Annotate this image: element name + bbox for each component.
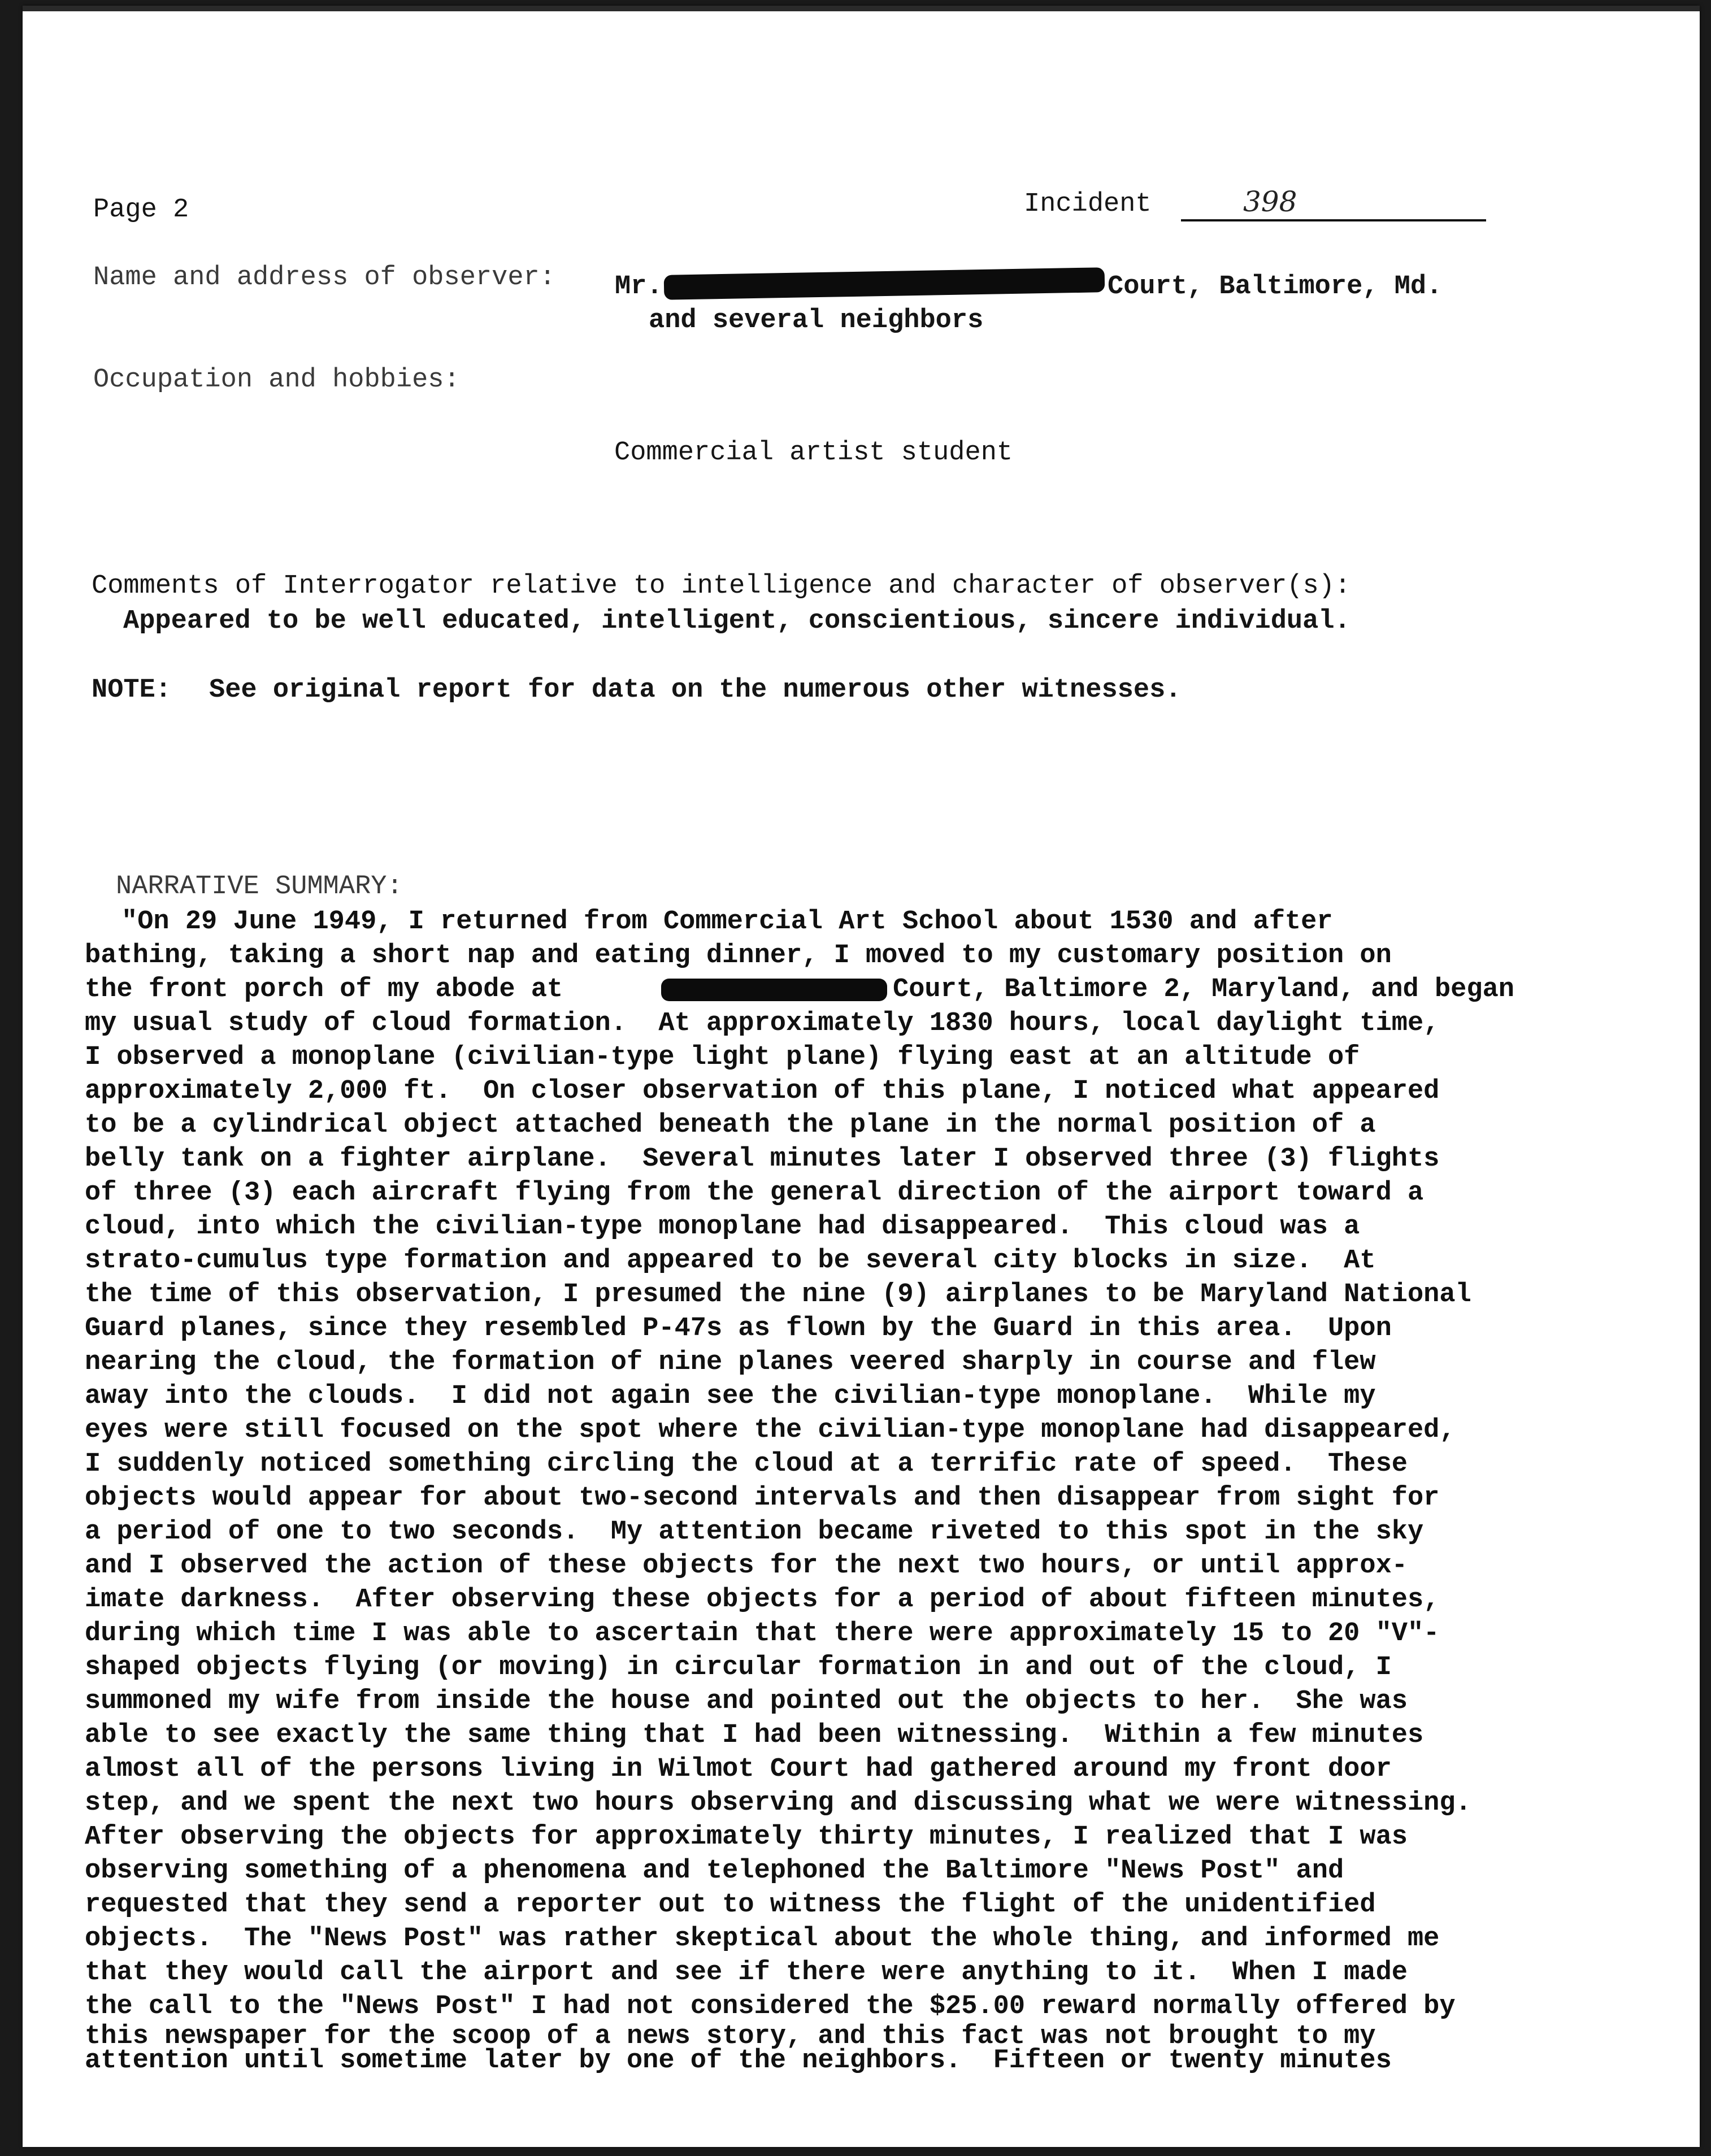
narrative-heading: NARRATIVE SUMMARY: xyxy=(116,872,403,902)
document-page xyxy=(23,6,1700,2147)
observer-line2: and several neighbors xyxy=(649,306,984,336)
incident-number: 398 xyxy=(1243,185,1297,218)
narrative-line: nearing the cloud, the formation of nine planes veered sharply in course and flew xyxy=(85,1348,1376,1377)
narrative-line: the time of this observation, I presumed the nine (9) airplanes to be Maryland National xyxy=(85,1280,1471,1310)
narrative-line: Guard planes, since they resembled P-47s as flown by the Guard in this area. Upon xyxy=(85,1314,1392,1344)
narrative-line: to be a cylindrical object attached beneath the plane in the normal position of a xyxy=(85,1110,1376,1140)
redaction-address xyxy=(661,979,887,1001)
narrative-line: belly tank on a fighter airplane. Several minutes later I observed three (3) flights xyxy=(85,1144,1440,1174)
narrative-line: approximately 2,000 ft. On closer observation of this plane, I noticed what appeared xyxy=(85,1076,1440,1106)
narrative-line: objects would appear for about two-second intervals and then disappear from sight for xyxy=(85,1483,1440,1513)
narrative-line: eyes were still focused on the spot where the civilian-type monoplane had disappeared, xyxy=(85,1415,1456,1445)
comments-label: Comments of Interrogator relative to intelligence and character of observer(s): xyxy=(92,571,1351,601)
narrative-line: requested that they send a reporter out to witness the flight of the unidentified xyxy=(85,1890,1376,1920)
narrative-line: I suddenly noticed something circling the cloud at a terrific rate of speed. These xyxy=(85,1449,1408,1479)
note-label: NOTE: xyxy=(92,675,172,705)
narrative-line: observing something of a phenomena and telephoned the Baltimore "News Post" and xyxy=(85,1856,1344,1886)
narrative-line: my usual study of cloud formation. At approximately 1830 hours, local daylight time, xyxy=(85,1009,1440,1038)
narrative-line: the call to the "News Post" I had not considered the $25.00 reward normally offered by xyxy=(85,1992,1456,2022)
narrative-line: imate darkness. After observing these objects for a period of about fifteen minutes, xyxy=(85,1585,1440,1615)
observer-prefix: Mr. xyxy=(615,272,663,302)
narrative-body xyxy=(85,905,1610,2076)
occupation-label: Occupation and hobbies: xyxy=(93,365,460,395)
observer-label: Name and address of observer: xyxy=(93,263,555,293)
narrative-line: After observing the objects for approximately thirty minutes, I realized that I was xyxy=(85,1822,1408,1852)
narrative-line: almost all of the persons living in Wilmot Court had gathered around my front door xyxy=(85,1754,1392,1784)
narrative-line: able to see exactly the same thing that I had been witnessing. Within a few minutes xyxy=(85,1720,1424,1750)
narrative-line: "On 29 June 1949, I returned from Commercial Art School about 1530 and after xyxy=(121,907,1333,937)
narrative-line: attention until sometime later by one of the neighbors. Fifteen or twenty minutes xyxy=(85,2046,1392,2076)
redaction-observer-name xyxy=(664,267,1105,300)
narrative-line: a period of one to two seconds. My attention became riveted to this spot in the sky xyxy=(85,1517,1424,1547)
page-label: Page 2 xyxy=(93,195,189,225)
narrative-line: cloud, into which the civilian-type monoplane had disappeared. This cloud was a xyxy=(85,1212,1360,1242)
narrative-line: that they would call the airport and see if there were anything to it. When I made xyxy=(85,1958,1408,1988)
occupation-value: Commercial artist student xyxy=(614,438,1013,468)
narrative-line: shaped objects flying (or moving) in circular formation in and out of the cloud, I xyxy=(85,1653,1392,1683)
narrative-line: step, and we spent the next two hours observing and discussing what we were witnessing. xyxy=(85,1788,1471,1818)
narrative-line: bathing, taking a short nap and eating dinner, I moved to my customary position on xyxy=(85,941,1392,971)
narrative-line: strato-cumulus type formation and appeared to be several city blocks in size. At xyxy=(85,1246,1376,1276)
narrative-line: I observed a monoplane (civilian-type light plane) flying east at an altitude of xyxy=(85,1042,1360,1072)
narrative-line: during which time I was able to ascertain that there were approximately 15 to 20 "V"- xyxy=(85,1619,1440,1649)
incident-underline xyxy=(1181,219,1486,221)
narrative-line: away into the clouds. I did not again see the civilian-type monoplane. While my xyxy=(85,1381,1376,1411)
narrative-line: summoned my wife from inside the house and pointed out the objects to her. She was xyxy=(85,1686,1408,1716)
incident-label: Incident xyxy=(1024,189,1152,219)
scan-top-edge xyxy=(23,6,1700,11)
observer-address: Court, Baltimore, Md. xyxy=(1108,272,1443,302)
narrative-line: of three (3) each aircraft flying from the general direction of the airport toward a xyxy=(85,1178,1424,1208)
comments-value: Appeared to be well educated, intelligent, conscientious, sincere individual. xyxy=(123,606,1350,636)
narrative-line: this newspaper for the scoop of a news story, and this fact was not brought to my xyxy=(85,2022,1376,2051)
narrative-line-split: the front porch of my abode at Court, Baltimore 2, Maryland, and began xyxy=(85,975,1514,1005)
narrative-line: and I observed the action of these objects for the next two hours, or until approx- xyxy=(85,1551,1408,1581)
note-text: See original report for data on the numerous other witnesses. xyxy=(209,675,1182,705)
narrative-line: objects. The "News Post" was rather skeptical about the whole thing, and informed me xyxy=(85,1924,1440,1954)
